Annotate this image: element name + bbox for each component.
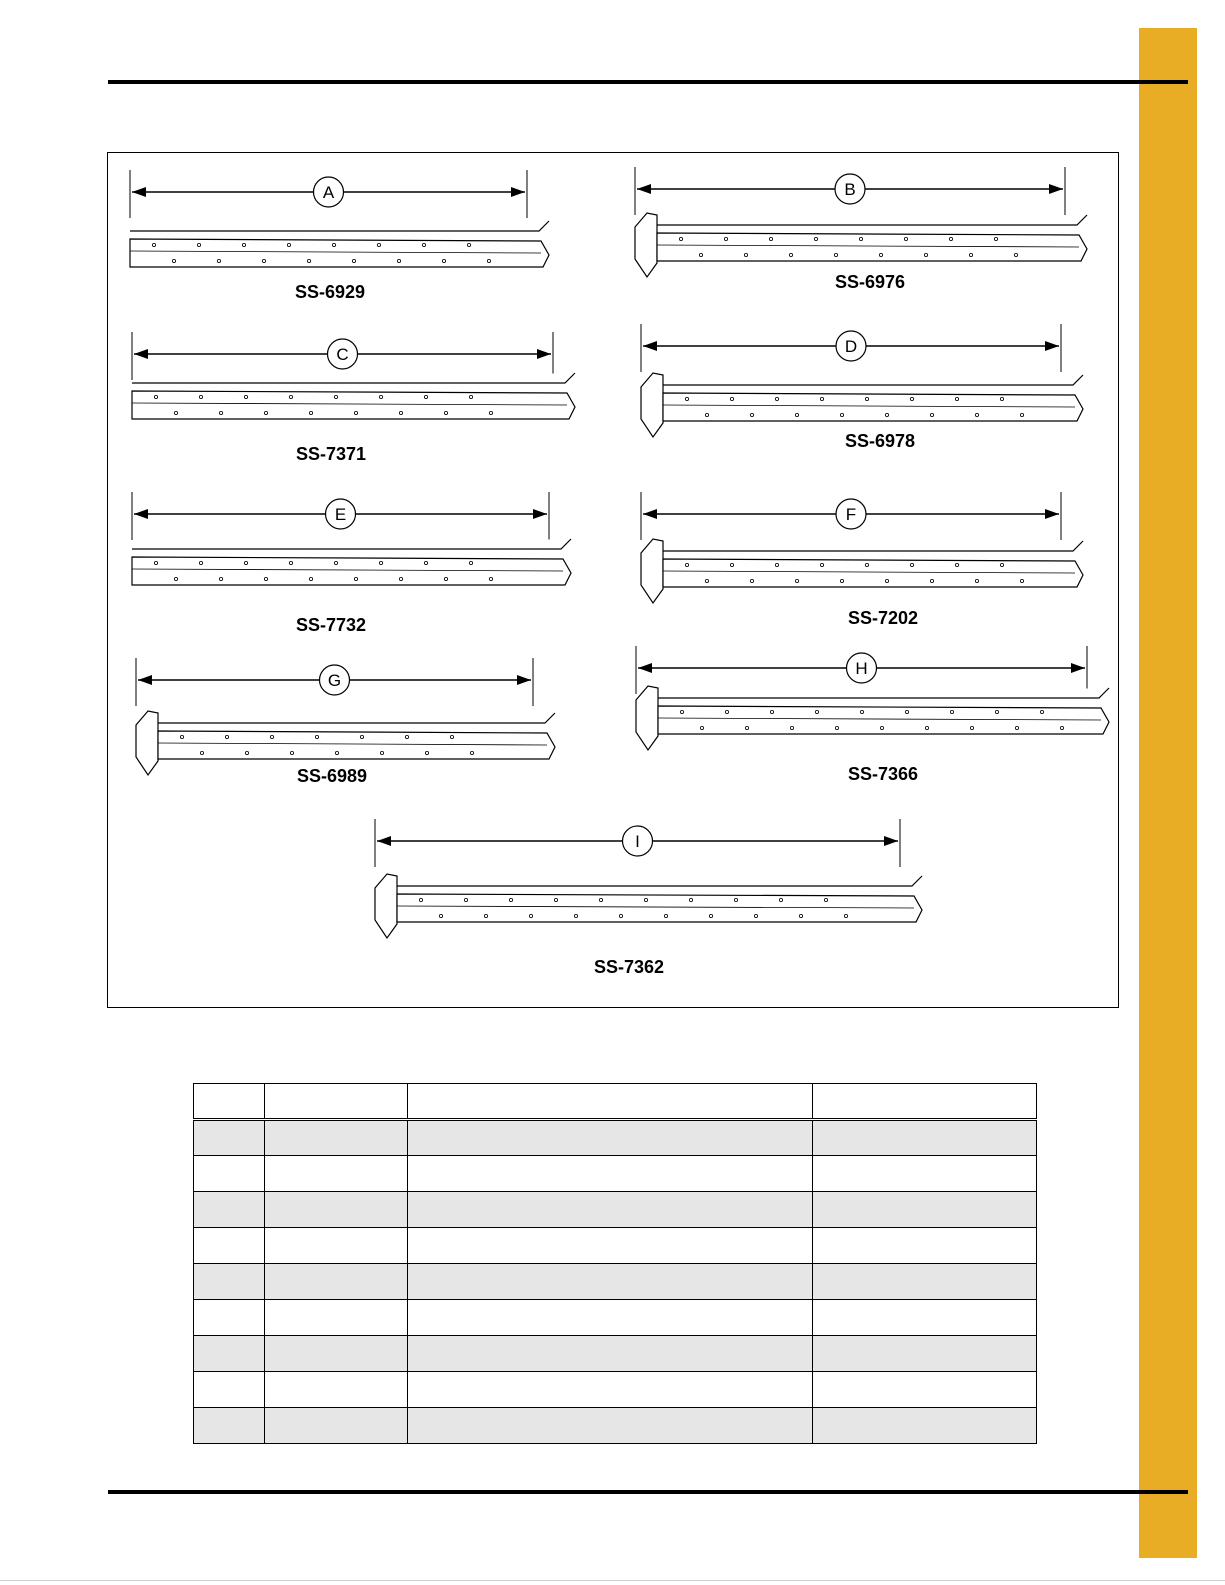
bolt-hole	[244, 561, 247, 564]
dimension-letter: H	[855, 659, 868, 678]
bolt-hole	[509, 898, 512, 901]
part-number-label: SS-7366	[847, 764, 919, 784]
bolt-hole	[334, 561, 337, 564]
bolt-hole	[309, 411, 312, 414]
bolt-hole	[910, 397, 913, 400]
table-cell	[407, 1408, 812, 1444]
bolt-hole	[1020, 413, 1023, 416]
bolt-hole	[680, 710, 683, 713]
table-row	[194, 1300, 1037, 1336]
table-cell	[194, 1300, 265, 1336]
bolt-hole	[975, 413, 978, 416]
bolt-hole	[444, 577, 447, 580]
bolt-hole	[815, 710, 818, 713]
bolt-hole	[689, 898, 692, 901]
bolt-hole	[795, 579, 798, 582]
dimension-letter: D	[844, 337, 858, 356]
bolt-hole	[399, 577, 402, 580]
top-rule	[108, 80, 1188, 84]
arrow-right-icon	[533, 509, 547, 519]
part-number-label: SS-7362	[593, 957, 665, 977]
table-cell	[194, 1228, 265, 1264]
table-cell	[264, 1192, 407, 1228]
bolt-hole	[744, 253, 747, 256]
bolt-hole	[397, 259, 400, 262]
arrow-left-icon	[138, 675, 152, 685]
bolt-hole	[730, 397, 733, 400]
parts-figure	[107, 152, 1119, 1008]
arrow-left-icon	[377, 836, 391, 846]
table-row	[194, 1408, 1037, 1444]
table-cell	[407, 1300, 812, 1336]
bolt-hole	[789, 253, 792, 256]
bolt-hole	[865, 563, 868, 566]
bolt-hole	[1000, 563, 1003, 566]
part-number-label: SS-6989	[296, 766, 368, 786]
bolt-hole	[1060, 726, 1063, 729]
bolt-hole	[795, 413, 798, 416]
table-row	[194, 1228, 1037, 1264]
table-cell	[407, 1228, 812, 1264]
header-cell	[407, 1084, 812, 1120]
table-cell	[264, 1300, 407, 1336]
table-cell	[813, 1156, 1037, 1192]
bolt-hole	[487, 259, 490, 262]
table-row	[194, 1120, 1037, 1156]
bolt-hole	[529, 914, 532, 917]
bolt-hole	[840, 579, 843, 582]
table-row	[194, 1192, 1037, 1228]
bolt-hole	[219, 577, 222, 580]
bolt-hole	[574, 914, 577, 917]
bolt-hole	[309, 577, 312, 580]
base-plate	[641, 539, 663, 603]
bolt-hole	[734, 898, 737, 901]
bolt-hole	[289, 561, 292, 564]
dimension-letter: F	[845, 505, 857, 524]
bolt-hole	[910, 563, 913, 566]
beam-outline	[132, 539, 571, 585]
beam-outline	[663, 541, 1083, 587]
bolt-hole	[439, 914, 442, 917]
table-cell	[264, 1228, 407, 1264]
bolt-hole	[262, 259, 265, 262]
bolt-hole	[450, 735, 453, 738]
table-cell	[407, 1192, 812, 1228]
bolt-hole	[885, 579, 888, 582]
bolt-hole	[955, 397, 958, 400]
beam-outline	[663, 375, 1083, 421]
bolt-hole	[685, 563, 688, 566]
bolt-hole	[880, 726, 883, 729]
bolt-hole	[244, 395, 247, 398]
bolt-hole	[834, 253, 837, 256]
bolt-hole	[489, 577, 492, 580]
bolt-hole	[334, 395, 337, 398]
bolt-hole	[154, 561, 157, 564]
bolt-hole	[950, 710, 953, 713]
arrow-right-icon	[1049, 184, 1063, 194]
bolt-hole	[644, 898, 647, 901]
bolt-hole	[730, 563, 733, 566]
bolt-hole	[424, 395, 427, 398]
table-cell	[264, 1408, 407, 1444]
table-cell	[407, 1372, 812, 1408]
arrow-left-icon	[643, 341, 657, 351]
beam-outline	[657, 215, 1087, 261]
arrow-right-icon	[884, 836, 898, 846]
bolt-hole	[289, 395, 292, 398]
bolt-hole	[814, 237, 817, 240]
bolt-hole	[925, 726, 928, 729]
table-cell	[407, 1336, 812, 1372]
arrow-right-icon	[1045, 341, 1059, 351]
bolt-hole	[1014, 253, 1017, 256]
bolt-hole	[770, 710, 773, 713]
bolt-hole	[699, 253, 702, 256]
bolt-hole	[824, 898, 827, 901]
bolt-hole	[264, 577, 267, 580]
bolt-hole	[405, 735, 408, 738]
table-cell	[813, 1408, 1037, 1444]
table-cell	[813, 1192, 1037, 1228]
table-cell	[194, 1372, 265, 1408]
bolt-hole	[307, 259, 310, 262]
table-cell	[813, 1300, 1037, 1336]
part-number-label: SS-6976	[834, 272, 906, 292]
table-cell	[264, 1264, 407, 1300]
bolt-hole	[354, 411, 357, 414]
parts-figure-drawing	[108, 153, 1120, 1009]
table-row	[194, 1156, 1037, 1192]
bolt-hole	[879, 253, 882, 256]
bolt-hole	[709, 914, 712, 917]
bolt-hole	[199, 395, 202, 398]
header-cell	[264, 1084, 407, 1120]
table-cell	[264, 1336, 407, 1372]
bolt-hole	[242, 243, 245, 246]
bolt-hole	[1040, 710, 1043, 713]
bolt-hole	[995, 710, 998, 713]
bolt-hole	[425, 751, 428, 754]
beam-outline	[130, 221, 549, 267]
arrow-left-icon	[637, 184, 651, 194]
bolt-hole	[1015, 726, 1018, 729]
bolt-hole	[380, 751, 383, 754]
bolt-hole	[924, 253, 927, 256]
bolt-hole	[379, 561, 382, 564]
bolt-hole	[1020, 579, 1023, 582]
bolt-hole	[290, 751, 293, 754]
arrow-left-icon	[638, 663, 652, 673]
bolt-hole	[750, 413, 753, 416]
beam-outline	[397, 876, 922, 922]
beam-outline	[158, 713, 555, 759]
table-cell	[264, 1120, 407, 1156]
bolt-hole	[994, 237, 997, 240]
bolt-hole	[969, 253, 972, 256]
base-plate	[641, 373, 663, 437]
bolt-hole	[219, 411, 222, 414]
bolt-hole	[955, 563, 958, 566]
arrow-right-icon	[511, 187, 525, 197]
bolt-hole	[424, 561, 427, 564]
part-number-label: SS-7371	[295, 444, 367, 464]
bolt-hole	[174, 577, 177, 580]
bolt-hole	[354, 577, 357, 580]
bolt-hole	[865, 397, 868, 400]
table-cell	[813, 1120, 1037, 1156]
table-cell	[407, 1264, 812, 1300]
bolt-hole	[332, 243, 335, 246]
bolt-hole	[264, 411, 267, 414]
bolt-hole	[724, 237, 727, 240]
bolt-hole	[859, 237, 862, 240]
table-cell	[264, 1372, 407, 1408]
bolt-hole	[464, 898, 467, 901]
bolt-hole	[745, 726, 748, 729]
arrow-left-icon	[643, 509, 657, 519]
bolt-hole	[270, 735, 273, 738]
bolt-hole	[820, 397, 823, 400]
bottom-rule	[108, 1490, 1188, 1494]
bolt-hole	[225, 735, 228, 738]
part-number-label: SS-7202	[847, 608, 919, 628]
bolt-hole	[769, 237, 772, 240]
bolt-hole	[705, 579, 708, 582]
table-cell	[813, 1264, 1037, 1300]
bolt-hole	[377, 243, 380, 246]
bolt-hole	[725, 710, 728, 713]
beam-outline	[132, 373, 575, 419]
base-plate	[636, 686, 658, 750]
arrow-left-icon	[134, 509, 148, 519]
bolt-hole	[174, 411, 177, 414]
bolt-hole	[930, 413, 933, 416]
bolt-hole	[599, 898, 602, 901]
bolt-hole	[949, 237, 952, 240]
bolt-hole	[835, 726, 838, 729]
bolt-hole	[335, 751, 338, 754]
bolt-hole	[799, 914, 802, 917]
bolt-hole	[975, 579, 978, 582]
bolt-hole	[779, 898, 782, 901]
table-row	[194, 1264, 1037, 1300]
bolt-hole	[790, 726, 793, 729]
bolt-hole	[664, 914, 667, 917]
base-plate	[136, 711, 158, 775]
table-cell	[194, 1264, 265, 1300]
part-number-label: SS-6929	[294, 282, 366, 302]
table-cell	[813, 1372, 1037, 1408]
part-number-label: SS-6978	[844, 431, 916, 451]
bolt-hole	[930, 579, 933, 582]
bolt-hole	[820, 563, 823, 566]
bolt-hole	[360, 735, 363, 738]
bolt-hole	[1000, 397, 1003, 400]
bolt-hole	[470, 751, 473, 754]
bolt-hole	[885, 413, 888, 416]
bolt-hole	[379, 395, 382, 398]
table-row	[194, 1372, 1037, 1408]
bolt-hole	[444, 411, 447, 414]
bolt-hole	[554, 898, 557, 901]
arrow-right-icon	[537, 349, 551, 359]
bolt-hole	[200, 751, 203, 754]
bolt-hole	[422, 243, 425, 246]
bolt-hole	[217, 259, 220, 262]
bolt-hole	[442, 259, 445, 262]
dimension-letter: E	[334, 505, 347, 524]
bolt-hole	[970, 726, 973, 729]
table-cell	[407, 1120, 812, 1156]
bolt-hole	[754, 914, 757, 917]
page-edge	[0, 1580, 1225, 1581]
table-cell	[194, 1192, 265, 1228]
bolt-hole	[399, 411, 402, 414]
arrow-right-icon	[1071, 663, 1085, 673]
table-cell	[813, 1228, 1037, 1264]
bolt-hole	[197, 243, 200, 246]
bolt-hole	[619, 914, 622, 917]
bolt-hole	[700, 726, 703, 729]
bolt-hole	[154, 395, 157, 398]
bolt-hole	[245, 751, 248, 754]
table-cell	[813, 1336, 1037, 1372]
table-header-row	[194, 1084, 1037, 1120]
bolt-hole	[904, 237, 907, 240]
bolt-hole	[679, 237, 682, 240]
bolt-hole	[705, 413, 708, 416]
bolt-hole	[840, 413, 843, 416]
dimension-letter: I	[635, 832, 640, 851]
bolt-hole	[484, 914, 487, 917]
bolt-hole	[287, 243, 290, 246]
bolt-hole	[469, 395, 472, 398]
bolt-hole	[469, 561, 472, 564]
parts-table	[193, 1083, 1037, 1444]
base-plate	[375, 874, 397, 938]
bolt-hole	[489, 411, 492, 414]
header-cell	[813, 1084, 1037, 1120]
part-number-label: SS-7732	[295, 615, 367, 635]
bolt-hole	[685, 397, 688, 400]
table-row	[194, 1336, 1037, 1372]
arrow-left-icon	[132, 187, 146, 197]
table-cell	[194, 1120, 265, 1156]
section-tab	[1139, 28, 1197, 1558]
bolt-hole	[467, 243, 470, 246]
bolt-hole	[860, 710, 863, 713]
bolt-hole	[750, 579, 753, 582]
dimension-letter: B	[844, 180, 856, 199]
arrow-left-icon	[134, 349, 148, 359]
table-cell	[194, 1408, 265, 1444]
bolt-hole	[775, 563, 778, 566]
bolt-hole	[315, 735, 318, 738]
bolt-hole	[352, 259, 355, 262]
base-plate	[635, 213, 657, 277]
table-cell	[194, 1336, 265, 1372]
arrow-right-icon	[517, 675, 531, 685]
bolt-hole	[419, 898, 422, 901]
table-cell	[407, 1156, 812, 1192]
table-cell	[194, 1156, 265, 1192]
table-cell	[264, 1156, 407, 1192]
bolt-hole	[775, 397, 778, 400]
dimension-letter: A	[322, 183, 335, 202]
bolt-hole	[172, 259, 175, 262]
bolt-hole	[152, 243, 155, 246]
bolt-hole	[199, 561, 202, 564]
arrow-right-icon	[1045, 509, 1059, 519]
bolt-hole	[905, 710, 908, 713]
bolt-hole	[180, 735, 183, 738]
dimension-letter: G	[327, 671, 342, 690]
bolt-hole	[844, 914, 847, 917]
dimension-letter: C	[336, 345, 349, 364]
header-cell	[194, 1084, 265, 1120]
